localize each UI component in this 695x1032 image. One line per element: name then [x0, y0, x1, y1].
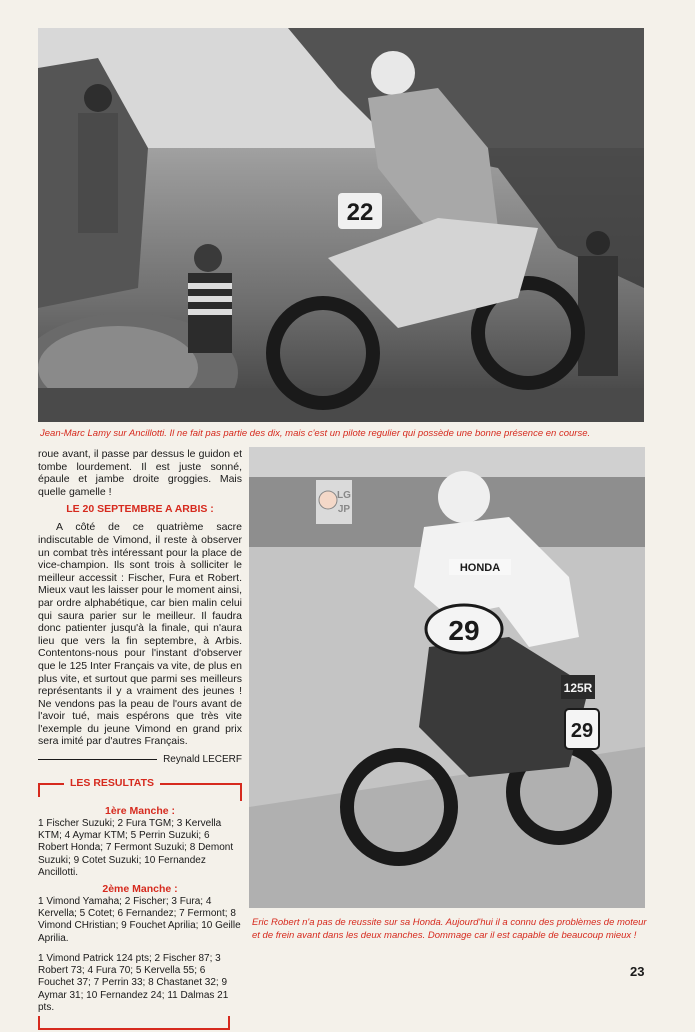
- results-box-header: [38, 777, 242, 801]
- svg-text:JP: JP: [337, 504, 351, 515]
- manche-1-title: 1ère Manche :: [104, 805, 176, 818]
- section-subheading: LE 20 SEPTEMBRE A ARBIS :: [66, 503, 214, 516]
- caption-right-photo: Eric Robert n'a pas de reussite sur sa Honda. Aujourd'hui il a connu des problèmes de moteur et de frein avant dans les deux manches. Dommage car il est capable de beaucoup mieux !: [252, 917, 647, 941]
- author-name: Reynald LECERF: [163, 754, 242, 766]
- watermark-logo-mark: [316, 480, 352, 524]
- box-foot-right: [228, 1016, 230, 1030]
- photo-jean-marc-lamy: [38, 28, 644, 422]
- box-corner-left: [38, 783, 40, 797]
- manche-2-results: 1 Vimond Yamaha; 2 Fischer; 3 Fura; 4 Kervella; 5 Cotet; 6 Fernandez; 7 Fermont; 8 Vimond CHristian; 9 Fouchet Aprilia; 10 Geille Aprilia.: [38, 896, 241, 944]
- article-body: A côté de ce quatrième sacre indiscutable de Vimond, il reste à observer un combat très intéressant pour la place de vice-champion. Ils sont trois à solliciter le meilleur accessit : Fischer, Fura et Robert. Mieux vaut les laisser pour le moment ainsi, par ordre alphabétique, car bien malin celui qui saura parier sur le meilleur. Il faudra donc patienter jusqu'à la finale, qui n'aura lieu que vers la fin septembre, à Arbis. Contentons-nous pour l'instant d'observer que le 125 Inter Français va vite, de plus en plus vite, et surtout que parmi ses meilleurs représentants il y a vraiment des jeunes ! Ne vendons pas la peau de l'ours avant de l'avoir tué, mais espérons que très vite l'exemple du jeune Vimond en grand prix sera imité par d'autres Français.: [38, 521, 242, 748]
- motocross-photo-illustration: [249, 447, 645, 908]
- bib-number-22: 22: [346, 199, 374, 226]
- results-box: [38, 777, 242, 1032]
- box-rule-left: [38, 783, 64, 785]
- page-number: 23: [630, 964, 645, 979]
- svg-text:LG: LG: [337, 490, 351, 501]
- photo-eric-robert: [249, 447, 645, 908]
- box-foot-bottom: [38, 1028, 228, 1030]
- article-intro: roue avant, il passe par dessus le guidon et tombe lourdement. Il est juste sonné, épaule et jambe droite groggies. Mais quelle gamelle !: [38, 448, 242, 498]
- watermark-logo: [316, 480, 352, 524]
- manche-1-results: 1 Fischer Suzuki; 2 Fura TGM; 3 Kervella KTM; 4 Aymar KTM; 5 Perrin Suzuki; 6 Robert Honda; 7 Fermont Suzuki; 8 Demont Suzuki; 9 Cotet Suzuki; 10 Fernandez Ancillotti.: [38, 818, 234, 878]
- results-box-footer: [38, 1016, 242, 1032]
- signature-rule: [38, 759, 157, 760]
- bike-model-label: 125R: [563, 681, 593, 695]
- side-bib-number: 29: [570, 720, 594, 742]
- box-corner-right: [240, 783, 242, 801]
- box-rule-right: [160, 783, 240, 785]
- caption-top-photo: Jean-Marc Lamy sur Ancillotti. Il ne fait pas partie des dix, mais c'est un pilote regulier qui possède une bonne présence en course.: [40, 428, 591, 439]
- article-column: [38, 448, 242, 1032]
- results-title: LES RESULTATS: [70, 777, 154, 790]
- bib-number-29: 29: [448, 615, 480, 646]
- motocross-photo-illustration: [38, 28, 644, 422]
- honda-shirt-logo: HONDA: [459, 562, 501, 574]
- manche-2-title: 2ème Manche :: [102, 883, 178, 896]
- championship-standings: 1 Vimond Patrick 124 pts; 2 Fischer 87; 3 Robert 73; 4 Fura 70; 5 Kervella 55; 6 Fouchet 37; 7 Perrin 33; 8 Chastanet 32; 9 Aymar 31; 10 Fernandez 24; 11 Dalmas 21 pts.: [38, 952, 229, 1013]
- author-signature: [38, 754, 242, 765]
